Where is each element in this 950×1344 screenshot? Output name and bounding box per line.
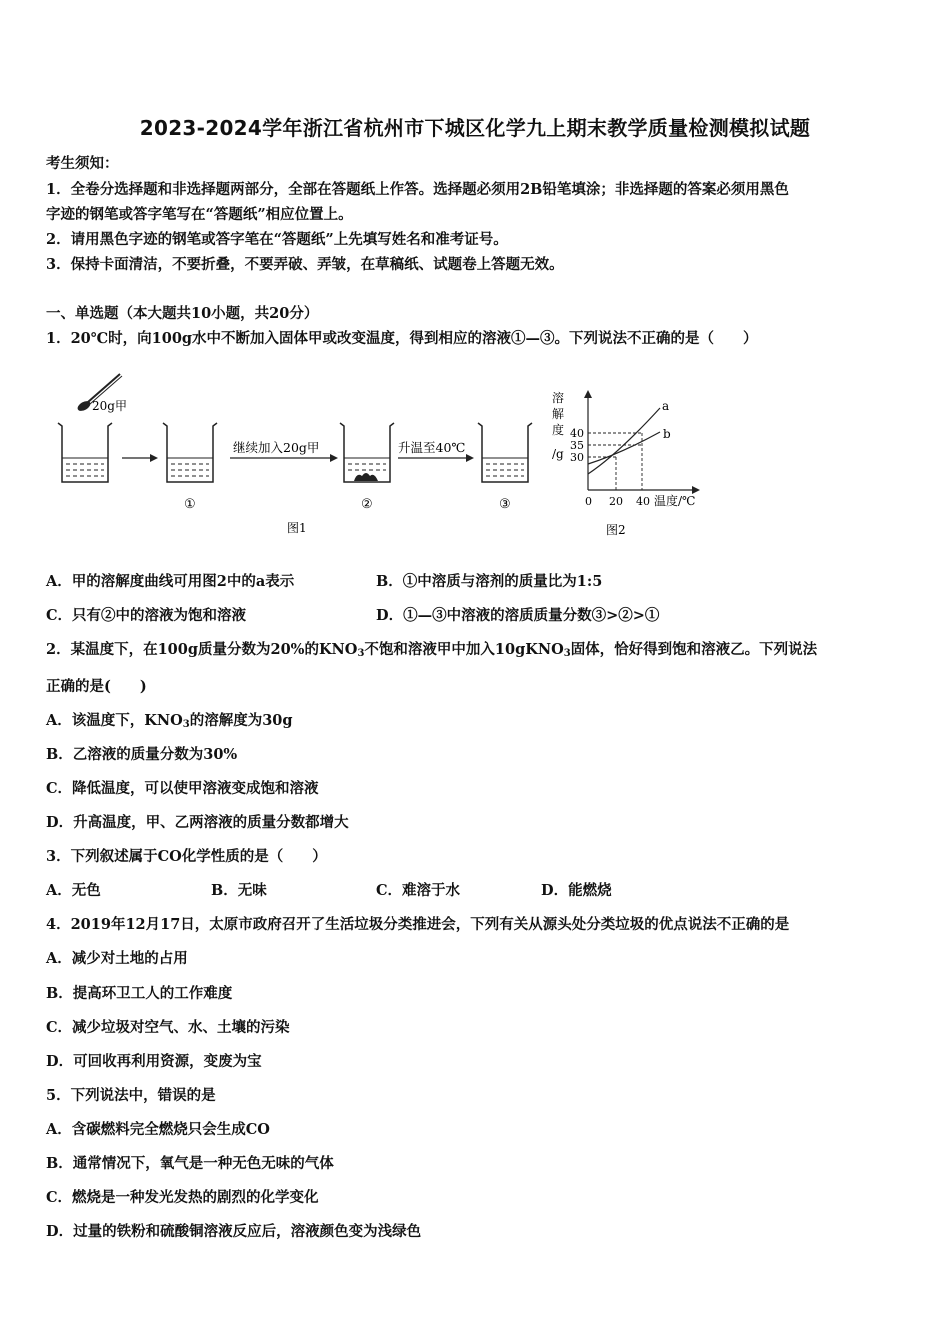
- curve-label-b: b: [663, 427, 671, 441]
- y-axis-label-3: 度: [552, 423, 565, 437]
- q4-option-c: C．减少垃圾对空气、水、土壤的污染: [46, 1019, 290, 1036]
- q5-stem: 5．下列说法中，错误的是: [46, 1087, 216, 1104]
- q4-stem: 4．2019年12月17日，太原市政府召开了生活垃圾分类推进会，下列有关从源头处分类垃圾的优点说法不正确的是: [46, 916, 790, 933]
- y-axis-label-2: 解: [552, 407, 565, 421]
- q2-option-c: C．降低温度，可以使甲溶液变成饱和溶液: [46, 780, 319, 797]
- q3-option-d: D．能燃烧: [541, 882, 612, 899]
- curve-a: [588, 408, 660, 474]
- x-axis-label: 温度/℃: [654, 494, 696, 508]
- curve-b: [588, 432, 660, 464]
- notice-item-2: 2．请用黑色字迹的钢笔或答字笔在“答题纸”上先填写姓名和准考证号。: [46, 231, 508, 248]
- figure-2-solubility-chart: [548, 388, 718, 542]
- q5-option-b: B．通常情况下，氧气是一种无色无味的气体: [46, 1155, 334, 1172]
- notice-item-3: 3．保持卡面清洁，不要折叠，不要弄破、弄皱，在草稿纸、试题卷上答题无效。: [46, 256, 564, 273]
- beaker-3: [478, 423, 532, 482]
- beaker-initial: [58, 423, 112, 482]
- q2-sub-1: 3: [357, 648, 365, 659]
- q2-option-a-sub: 3: [182, 719, 190, 730]
- arrow-1: [122, 454, 158, 462]
- q2-sub-2: 3: [563, 648, 571, 659]
- x-tick-20: 20: [609, 495, 623, 508]
- beaker-2: [340, 423, 394, 482]
- section-heading: 一、单选题（本大题共10小题，共20分）: [46, 305, 319, 322]
- spoon-label: 20g甲: [92, 399, 127, 413]
- page-title: 2023-2024学年浙江省杭州市下城区化学九上期末教学质量检测模拟试题: [139, 116, 811, 140]
- q2-option-a-part1: A．该温度下，KNO: [46, 712, 183, 729]
- q2-option-d: D．升高温度，甲、乙两溶液的质量分数都增大: [46, 814, 349, 831]
- q4-option-d: D．可回收再利用资源，变废为宝: [46, 1053, 262, 1070]
- figure-1-caption: 图1: [287, 521, 307, 535]
- notice-item-1-cont: 字迹的钢笔或答字笔写在“答题纸”相应位置上。: [46, 206, 353, 223]
- q4-option-b: B．提高环卫工人的工作难度: [46, 985, 233, 1002]
- figure-1-beakers: [50, 368, 550, 540]
- curve-label-a: a: [662, 399, 670, 413]
- q1-stem: 1．20℃时，向100g水中不断加入固体甲或改变温度，得到相应的溶液①—③。下列说法不正确的是（ ）: [46, 330, 758, 347]
- y-tick-40: 40: [570, 427, 584, 440]
- y-axis-label-4: /g: [552, 447, 564, 461]
- q2-option-a: [46, 709, 293, 730]
- arrow-2: [230, 454, 338, 462]
- notice-item-1: 1．全卷分选择题和非选择题两部分，全部在答题纸上作答。选择题必须用2B铅笔填涂；非选择题的答案必须用黑色: [46, 181, 789, 198]
- q1-option-c: C．只有②中的溶液为饱和溶液: [46, 607, 247, 624]
- notice-heading: 考生须知：: [46, 155, 119, 172]
- q1-option-a: A．甲的溶解度曲线可用图2中的a表示: [46, 573, 295, 590]
- q4-option-a: A．减少对土地的占用: [46, 950, 188, 967]
- step3-label: 升温至40℃: [398, 440, 466, 455]
- y-axis-label-1: 溶: [552, 391, 565, 405]
- beaker-label-1: ①: [184, 497, 196, 512]
- q5-option-c: C．燃烧是一种发光发热的剧烈的化学变化: [46, 1189, 319, 1206]
- q2-stem-part1: 2．某温度下，在100g质量分数为20%的KNO: [46, 641, 358, 658]
- q3-option-c: C．难溶于水: [376, 882, 461, 899]
- x-tick-40: 40: [636, 495, 650, 508]
- q2-stem-part2: 不饱和溶液甲中加入10gKNO: [364, 641, 564, 658]
- q1-option-b: B．①中溶质与溶剂的质量比为1:5: [376, 573, 603, 590]
- step2-label: 继续加入20g甲: [233, 440, 320, 455]
- beaker-label-2: ②: [361, 497, 373, 512]
- q2-option-b: B．乙溶液的质量分数为30%: [46, 746, 238, 763]
- x-tick-0: 0: [585, 495, 592, 508]
- y-tick-35: 35: [570, 439, 584, 452]
- q1-option-d: D．①—③中溶液的溶质质量分数③>②>①: [376, 607, 660, 624]
- q5-option-a: A．含碳燃料完全燃烧只会生成CO: [46, 1121, 270, 1138]
- q3-option-b: B．无味: [211, 882, 267, 899]
- arrow-3: [398, 454, 474, 462]
- figure-2-caption: 图2: [606, 523, 626, 537]
- y-tick-30: 30: [570, 451, 584, 464]
- beaker-1: [163, 423, 217, 482]
- q2-option-a-part2: 的溶解度为30g: [189, 712, 293, 729]
- q2-stem-part3: 固体，恰好得到饱和溶液乙。下列说法: [570, 641, 818, 658]
- q3-option-a: A．无色: [46, 882, 101, 899]
- q2-stem: [46, 638, 817, 659]
- beaker-label-3: ③: [499, 497, 511, 512]
- q2-stem-line2: 正确的是( ): [46, 678, 147, 695]
- q3-stem: 3．下列叙述属于CO化学性质的是（ ）: [46, 848, 327, 865]
- q5-option-d: D．过量的铁粉和硫酸铜溶液反应后，溶液颜色变为浅绿色: [46, 1223, 422, 1240]
